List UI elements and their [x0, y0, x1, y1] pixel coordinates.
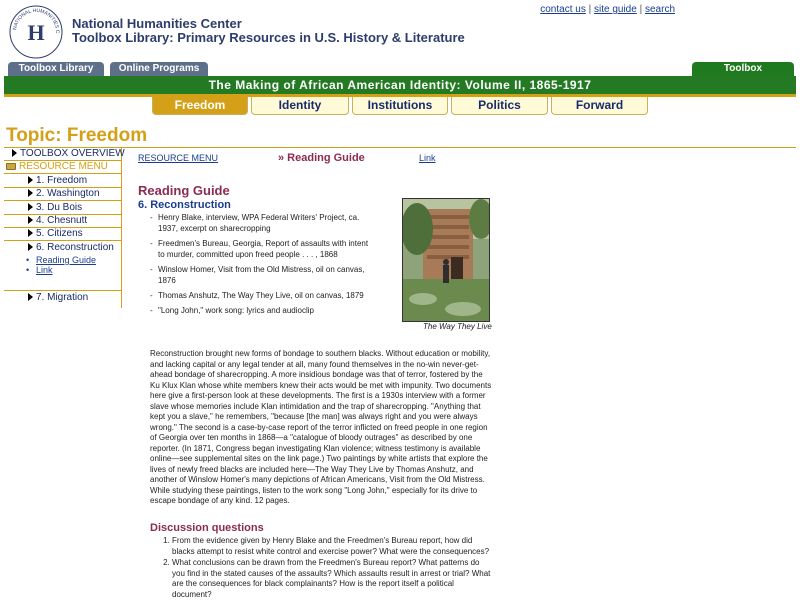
sidebar-item-freedom[interactable]	[4, 175, 122, 188]
tab-toolbox[interactable]: Toolbox	[692, 62, 794, 76]
top-links: contact us | site guide | search	[540, 4, 675, 15]
bullet-icon: •	[26, 255, 30, 265]
sidebar-item-label: 1. Freedom	[36, 175, 88, 186]
tab-toolbox-library[interactable]: Toolbox Library	[8, 62, 104, 76]
sidebar-item-label: 6. Reconstruction	[36, 242, 114, 253]
section-tab-institutions[interactable]: Institutions	[352, 97, 448, 115]
triangle-right-icon	[28, 203, 33, 211]
sidebar-item-label: TOOLBOX OVERVIEW	[20, 148, 125, 159]
bullet-icon: •	[26, 265, 30, 275]
list-item: - Henry Blake, interview, WPA Federal Writers' Project, ca. 1937, excerpt on sharecropping	[150, 212, 370, 234]
org-subtitle: Toolbox Library: Primary Resources in U.S. History & Literature	[72, 30, 465, 45]
triangle-right-icon	[28, 229, 33, 237]
sidebar-sublink-reading-guide[interactable]: Reading Guide	[36, 255, 97, 265]
topic-title: Topic: Freedom	[6, 125, 148, 146]
reading-guide-heading: Reading Guide	[138, 183, 230, 198]
sidebar-item-du-bois[interactable]	[4, 202, 122, 215]
site-guide-link[interactable]: site guide	[594, 4, 637, 15]
search-link[interactable]: search	[644, 4, 675, 15]
folder-open-icon	[6, 163, 16, 170]
nhc-logo[interactable]	[8, 4, 64, 60]
resource-menu-link[interactable]: RESOURCE MENU	[138, 153, 219, 163]
sidebar-item-chesnutt[interactable]	[4, 215, 122, 228]
triangle-right-icon	[28, 189, 33, 197]
sidebar-item-label: 4. Chesnutt	[36, 215, 88, 226]
org-title: National Humanities Center	[72, 16, 242, 31]
reading-guide-body: Reconstruction brought new forms of bondage to southern blacks. Without education or mobility, and lacking capital or any legal tender at all, many found themselves in the no-win never-get-ahead bondage of sharecropping. A more insidious bondage was that of terror, fostered by the Ku Klux Klan whose white members knew their acts would be met with impunity. Two documents here give a first-person look at these developments. The first is a 1930s interview with a former slave whose memories include Klan intimidation and the trap of sharecropping. "Anything that kept you a slave," he remembers, "because [the man] was always right and you were always wrong." The second is a case-by-case report of the terror inflicted on freed people in one region of Georgia over ten months in 1868—a "catalogue of bloody outrages" as described by one reporter. (In 1871, Congress began investigating Klan violence; witness testimony is available online—see supplemental sites on the link page.) Two paintings by white artists that explore the lives of newly freed blacks are included here—The Way They Live by Thomas Anshutz, and another of Winslow Homer's many depictions of African Americans, Visit from the Old Mistress. While studying these paintings, listen to the work song "Long John," especially for its drive to escape bondage of any kind. 12 pages.	[150, 349, 492, 505]
list-item: 1. From the evidence given by Henry Blake and the Freedmen's Bureau report, how did blacks attempt to resist white control and exercise power? What were the consequences?	[172, 536, 492, 557]
section-tab-freedom[interactable]: Freedom	[152, 97, 248, 115]
painting-caption: The Way They Live	[423, 322, 492, 331]
triangle-right-icon	[28, 293, 33, 301]
sidebar-item-resource-menu[interactable]	[4, 161, 122, 174]
section-tab-forward[interactable]: Forward	[551, 97, 648, 115]
tabs-row	[0, 62, 800, 76]
triangle-right-icon	[28, 243, 33, 251]
sidebar-item-reconstruction[interactable]	[4, 242, 122, 255]
sidebar-sublink-link[interactable]: Link	[36, 265, 53, 275]
sidebar-item-citizens[interactable]	[4, 228, 122, 241]
discussion-questions-heading: Discussion questions	[150, 522, 264, 534]
triangle-right-icon	[28, 216, 33, 224]
sidebar-item-label: 7. Migration	[36, 292, 89, 303]
section-tab-politics[interactable]: Politics	[451, 97, 548, 115]
triangle-right-icon	[28, 176, 33, 184]
reading-guide-breadcrumb: » Reading Guide	[278, 152, 365, 164]
sidebar-item-overview[interactable]	[4, 148, 125, 161]
list-item: - Thomas Anshutz, The Way They Live, oil on canvas, 1879	[150, 290, 370, 301]
list-item: 2. What conclusions can be drawn from the Freedmen's Bureau report? What patterns do you find in the stated causes of the assaults? Which assaults result in arrest or trial? What are the consequences for black complainants? How is the report itself a political document?	[172, 558, 492, 600]
painting-the-way-they-live[interactable]	[402, 198, 490, 322]
link-page-link[interactable]: Link	[419, 153, 436, 163]
list-item: - "Long John," work song: lyrics and audioclip	[150, 305, 370, 316]
volume-banner: The Making of African American Identity: Volume II, 1865-1917	[4, 76, 796, 94]
triangle-right-icon	[12, 149, 17, 157]
svg-text:H: H	[27, 20, 45, 45]
sidebar-item-label: RESOURCE MENU	[19, 161, 108, 172]
sidebar-divider	[4, 290, 122, 291]
sidebar-item-migration[interactable]	[4, 292, 122, 305]
section-tab-identity[interactable]: Identity	[251, 97, 349, 115]
resource-list	[150, 212, 370, 320]
sidebar-item-label: 3. Du Bois	[36, 202, 83, 213]
sidebar-item-label: 2. Washington	[36, 188, 100, 199]
contact-us-link[interactable]: contact us	[540, 4, 586, 15]
reading-guide-subheading: 6. Reconstruction	[138, 199, 231, 211]
tab-online-programs[interactable]: Online Programs	[110, 62, 208, 76]
sidebar-item-label: 5. Citizens	[36, 228, 83, 239]
discussion-questions-list	[172, 536, 492, 600]
list-item: - Freedmen's Bureau, Georgia, Report of assaults with intent to murder, committed upon freed people . . . , 1868	[150, 238, 370, 260]
sidebar	[4, 148, 125, 308]
list-item: - Winslow Homer, Visit from the Old Mistress, oil on canvas, 1876	[150, 264, 370, 286]
sidebar-item-washington[interactable]	[4, 188, 122, 201]
logo-text: NATIONAL HUMANITIES C	[12, 7, 61, 34]
